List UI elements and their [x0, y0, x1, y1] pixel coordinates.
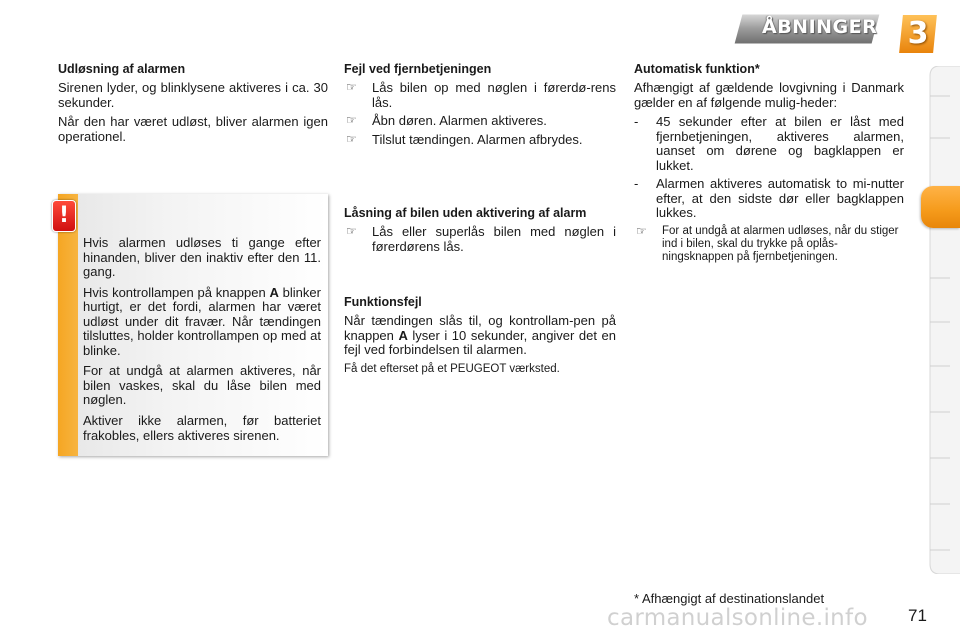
hand-pointer-icon: ☞	[636, 223, 647, 238]
paragraph: Få det efterset på et PEUGEOT værksted.	[344, 362, 560, 375]
list-item: ☞ Lås bilen op med nøglen i førerdø-rens lås.	[346, 80, 616, 110]
column-2	[344, 62, 616, 381]
paragraph: Sirenen lyder, og blinklysene aktiveres i ca. 30 sekunder.	[58, 80, 328, 110]
note-item: ☞ For at undgå at alarmen udløses, når du stiger ind i bilen, skal du trykke på oplås-ningsknappen på fjernbetjeningen.	[636, 223, 899, 263]
chapter-tab-strip	[926, 66, 960, 574]
column-3	[634, 62, 904, 268]
warning-paragraph: Hvis kontrollampen på knappen A blinker hurtigt, er det fordi, alarmen har været udløst under dit fravær. Når tændingen tilsluttes, holder kontrollampen op med at blinke.	[83, 284, 321, 358]
warning-strip	[58, 194, 78, 456]
list-item: ☞ Åbn døren. Alarmen aktiveres.	[346, 113, 547, 129]
heading-malfunction: Funktionsfejl	[344, 295, 422, 310]
list-item: ☞ Tilslut tændingen. Alarmen afbrydes.	[346, 131, 583, 147]
heading-remote-fault: Fejl ved fjernbetjeningen	[344, 62, 492, 76]
warning-paragraph: Aktiver ikke alarmen, før batteriet frakobles, ellers aktiveres sirenen.	[83, 413, 321, 443]
chapter-title: ÅBNINGER	[762, 16, 878, 38]
hand-pointer-icon: ☞	[346, 224, 357, 239]
hand-pointer-icon: ☞	[346, 131, 357, 146]
column-1	[58, 62, 328, 149]
paragraph: Når tændingen slås til, og kontrollam-pen på knappen A lyser i 10 sekunder, angiver det en fejl ved forbindelsen til alarmen.	[344, 313, 616, 358]
hand-pointer-icon: ☞	[346, 80, 357, 94]
heading-alarm-release: Udløsning af alarmen	[58, 62, 186, 76]
paragraph: Når den har været udløst, bliver alarmen igen operationel.	[58, 114, 328, 144]
paragraph: Afhængigt af gældende lovgivning i Danmark gælder en af følgende mulig-heder:	[634, 80, 904, 110]
warning-paragraph: For at undgå at alarmen aktiveres, når bilen vaskes, skal du låse bilen med nøglen.	[83, 363, 321, 408]
page-number: 71	[908, 606, 927, 625]
warning-text	[83, 236, 321, 449]
footnote: * Afhængigt af destinationslandet	[634, 591, 825, 606]
list-item: ☞ Lås eller superlås bilen med nøglen i førerdørens lås.	[346, 224, 616, 254]
heading-lock-without-alarm: Låsning af bilen uden aktivering af alarm	[344, 206, 587, 221]
button-key-label: A	[398, 327, 408, 343]
heading-automatic-function: Automatisk funktion*	[634, 62, 760, 76]
list-item: - Alarmen aktiveres automatisk to mi-nutter efter, at den sidste dør eller bagklappen lukkes.	[634, 176, 904, 221]
chapter-number: 3	[907, 16, 929, 51]
active-chapter-tab[interactable]	[921, 186, 960, 228]
watermark: carmanualsonline.info	[607, 605, 868, 631]
warning-paragraph: Hvis alarmen udløses ti gange efter hinanden, bliver den inaktiv efter den 11. gang.	[83, 235, 321, 280]
warning-exclamation-icon: !	[52, 200, 76, 232]
list-item: - 45 sekunder efter at bilen er låst med fjernbetjeningen, aktiveres alarmen, uanset om dørene og bagklappen er lukket.	[634, 114, 904, 173]
hand-pointer-icon: ☞	[346, 113, 357, 128]
button-key-label: A	[269, 284, 279, 300]
